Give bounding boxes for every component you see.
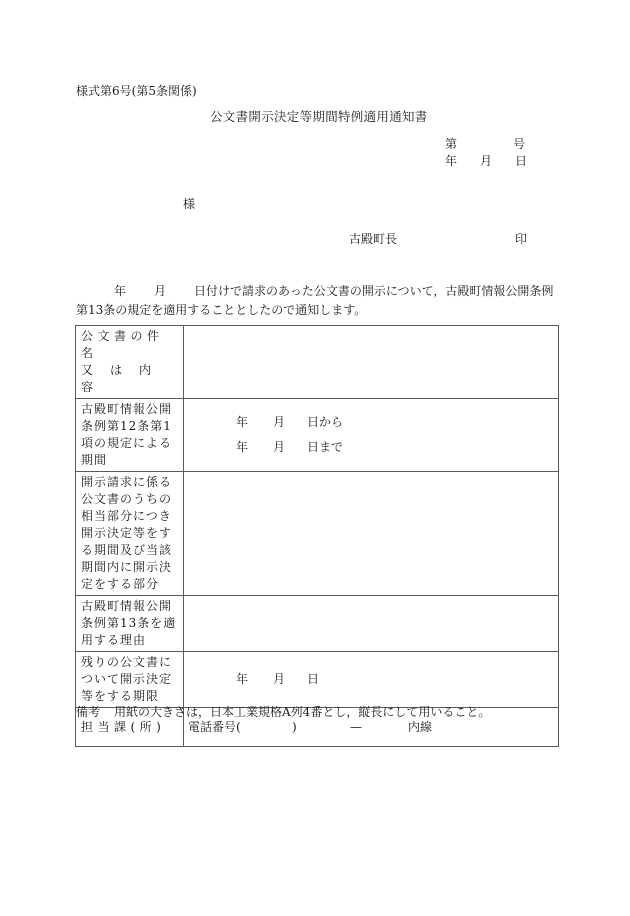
phone-label: 電話番号(	[188, 719, 241, 734]
label-text: 又は内容	[81, 363, 169, 394]
label-line	[81, 328, 179, 362]
phone-close-paren: )	[292, 719, 297, 734]
table-row	[76, 596, 559, 652]
period-from	[236, 410, 558, 435]
period-to	[236, 435, 558, 460]
label-text: 公文書の件名	[81, 329, 164, 360]
to-day: 日まで	[307, 440, 344, 454]
body-year: 年	[114, 284, 127, 298]
label-text: 担当課(所)	[81, 719, 166, 734]
deadline-field[interactable]	[184, 652, 559, 708]
body-month: 月	[154, 284, 167, 298]
date-year: 年	[445, 154, 458, 168]
remarks-text: 用紙の大きさは，日本工業規格A列4番とし，縦長にして用いること。	[114, 705, 491, 719]
period-field[interactable]	[184, 399, 559, 472]
number-prefix: 第	[445, 137, 458, 151]
number-suffix: 号	[513, 137, 526, 151]
table-row	[76, 472, 559, 596]
row-label-partial-disclosure: 開示請求に係る公文書のうちの相当部分につき開示決定等をする期間及び当該期間内に開示決定をする部分	[76, 472, 184, 596]
remarks-label: 備考	[76, 705, 101, 719]
deadline-month: 月	[273, 672, 286, 686]
from-month: 月	[273, 415, 286, 429]
body-text: 日付けで請求のあった公文書の開示について，古殿町情報公開条例第13条の規定を適用することとしたので通知します。	[76, 284, 554, 317]
deadline-day: 日	[307, 672, 320, 686]
deadline-year: 年	[236, 672, 249, 686]
seal-mark: 印	[515, 232, 528, 246]
date-month: 月	[480, 154, 493, 168]
label-line	[81, 362, 179, 396]
notice-form-table	[75, 325, 559, 747]
from-year: 年	[236, 415, 249, 429]
reason-field[interactable]	[184, 596, 559, 652]
table-row	[76, 652, 559, 708]
date-day: 日	[515, 154, 528, 168]
phone-extension-label: 内線	[408, 719, 433, 734]
body-paragraph	[76, 282, 564, 320]
table-row	[76, 326, 559, 399]
remarks	[76, 706, 490, 718]
to-year: 年	[236, 440, 249, 454]
partial-disclosure-field[interactable]	[184, 472, 559, 596]
from-day: 日から	[307, 415, 344, 429]
sender-name: 古殿町長	[349, 232, 398, 246]
document-title: 公文書開示決定等期間特例適用通知書	[210, 109, 428, 124]
row-label-deadline: 残りの公文書について開示決定等をする期限	[76, 652, 184, 708]
row-label-document-title	[76, 326, 184, 399]
to-month: 月	[273, 440, 286, 454]
document-title-field[interactable]	[184, 326, 559, 399]
addressee-suffix: 様	[183, 197, 196, 211]
phone-dash: —	[350, 719, 362, 734]
form-id: 様式第6号(第5条関係)	[76, 84, 197, 98]
row-label-reason: 古殿町情報公開条例第13条を適用する理由	[76, 596, 184, 652]
deadline-date	[236, 667, 558, 692]
table-row	[76, 399, 559, 472]
row-label-period: 古殿町情報公開条例第12条第1項の規定による期間	[76, 399, 184, 472]
